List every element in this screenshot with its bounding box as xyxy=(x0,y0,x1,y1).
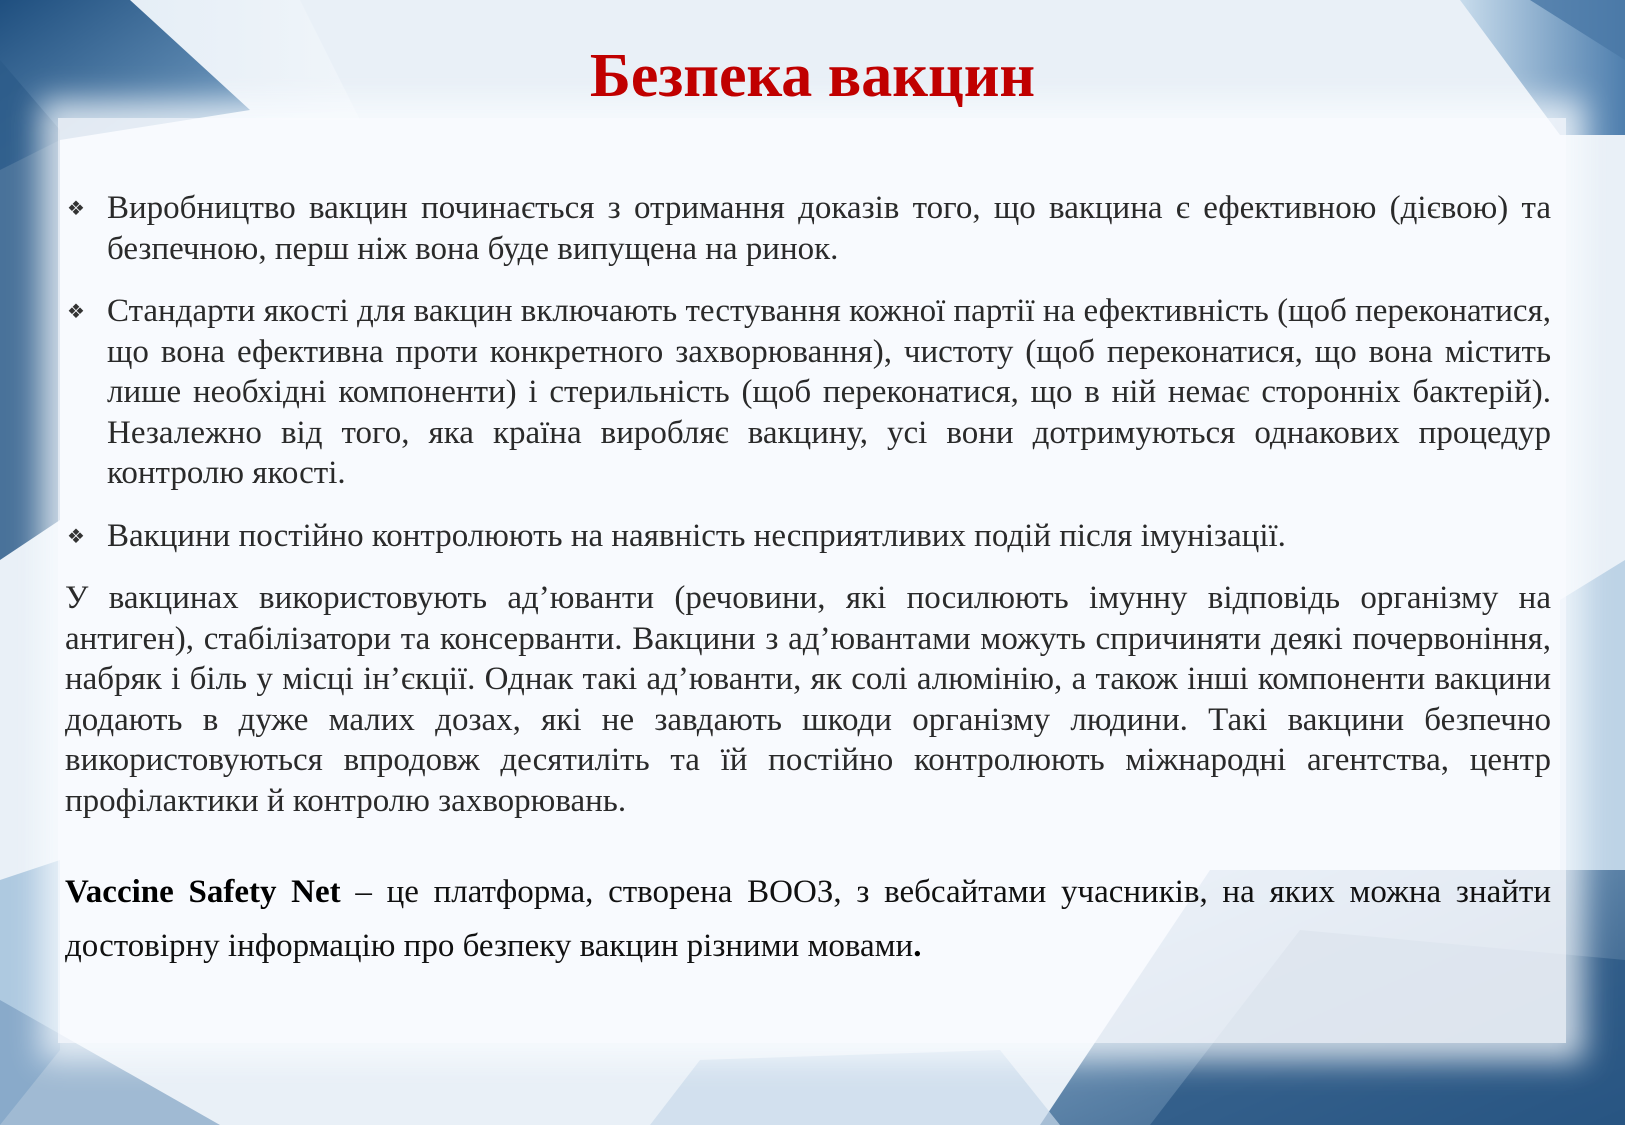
bullet-item xyxy=(65,291,1551,494)
diamond-bullet-icon: ❖ xyxy=(67,523,85,548)
adjuvants-paragraph: У вакцинах використовують ад’юванти (речовини, які посилюють імунну відповідь організму на антиген), стабілізатори та консерванти. Вакцини з ад’ювантами можуть спричиняти деякі почервоніння, набряк і біль у місці ін’єкції. Однак такі ад’юванти, як солі алюмінію, а також інші компоненти вакцини додають в дуже малих дозах, які не завдають шкоди організму людини. Такі вакцини безпечно використовуються впродовж десятиліть та їй постійно контролюють міжнародні агентства, центр профілактики й контролю захворювань. xyxy=(65,580,1551,819)
diamond-bullet-icon: ❖ xyxy=(67,196,85,220)
vaccine-safety-net-name: Vaccine Safety Net xyxy=(65,874,341,910)
bullet-text: Вакцини постійно контролюють на наявність несприятливих подій після імунізації. xyxy=(107,517,1286,554)
slide-title: Безпека вакцин xyxy=(589,42,1036,110)
bullet-text: Виробництво вакцин починається з отримання доказів того, що вакцина є ефективною (дієвою) та безпечною, перш ніж вона буде випущена на ринок. xyxy=(107,190,1551,267)
diamond-bullet-icon: ❖ xyxy=(67,299,85,323)
vaccine-safety-net-paragraph xyxy=(65,865,1551,973)
vaccine-safety-net-text: – це платформа, створена ВООЗ, з вебсайтами учасників, на яких можна знайти достовірну інформацію про безпеку вакцин різними мовами xyxy=(65,874,1551,964)
bullet-item xyxy=(65,516,1551,557)
bullet-list xyxy=(65,188,1551,556)
vaccine-safety-net-period: . xyxy=(913,928,922,964)
bullet-item xyxy=(65,188,1551,269)
bullet-text: Стандарти якості для вакцин включають тестування кожної партії на ефективність (щоб переконатися, що вона ефективна проти конкретного захворювання), чистоту (щоб переконатися, що вона містить лише необхідні компоненти) і стерильність (щоб переконатися, що в ній немає сторонніх бактерій). Незалежно від того, яка країна виробляє вакцину, усі вони дотримуються однакових процедур контролю якості. xyxy=(107,293,1551,491)
slide-body xyxy=(65,188,1551,973)
